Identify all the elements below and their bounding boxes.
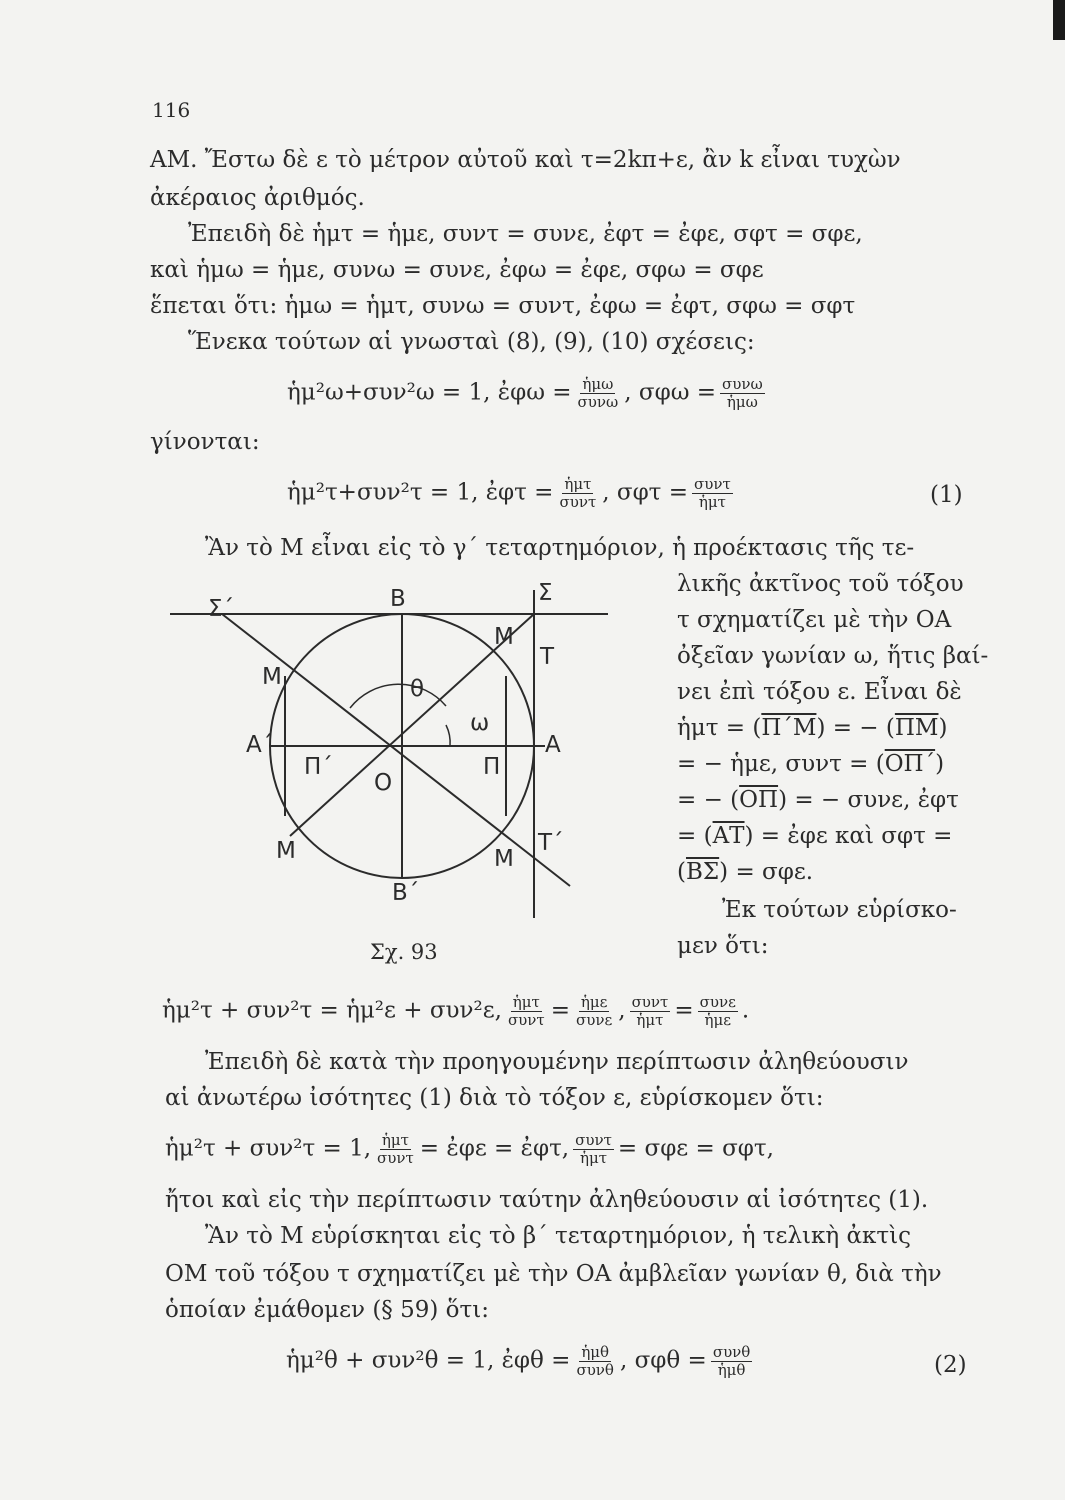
equation-part: ἡμ²τ + συν²τ = 1, — [165, 1135, 372, 1162]
label-t: Τ — [540, 644, 555, 670]
label-b-prime: Β΄ — [392, 880, 420, 906]
equation-part: , — [618, 997, 626, 1024]
label-m-bottom-right: Μ — [494, 846, 514, 872]
segment: $\overline{\Pi M}$ — [894, 715, 939, 741]
fraction-numerator: ἡμε — [580, 993, 608, 1011]
label-m-top-right: Μ — [494, 624, 514, 650]
text-line: νει ἐπὶ τόξου ε. Εἶναι δὲ — [677, 679, 962, 705]
text-part: ) = σφε. — [719, 859, 814, 885]
equation-part: . — [741, 997, 750, 1024]
text-part: ( — [677, 859, 686, 885]
label-m-left: Μ — [262, 664, 282, 690]
text-line: λικῆς ἀκτῖνος τοῦ τόξου — [677, 571, 964, 597]
equation-number: (2) — [934, 1352, 967, 1378]
fraction-numerator: ἡμω — [582, 375, 614, 393]
text-line: Ἐπειδὴ δὲ κατὰ τὴν προηγουμένην περίπτωσιν ἀληθεύουσιν — [205, 1049, 909, 1075]
fraction — [692, 476, 733, 511]
equation-number: (1) — [930, 482, 963, 508]
text-line: γίνονται: — [150, 429, 260, 455]
text-line: Ἕνεκα τούτων αἱ γνωσταὶ (8), (9), (10) σχέσεις: — [188, 329, 755, 355]
fraction-denominator: ἡμτ — [698, 493, 726, 511]
label-sigma-prime: Σ΄ — [208, 596, 235, 622]
text-line — [677, 822, 952, 850]
text-line: ἤτοι καὶ εἰς τὴν περίπτωσιν ταύτην ἀληθεύουσιν αἱ ἰσότητες (1). — [165, 1187, 929, 1213]
fraction-denominator: ἡμε — [704, 1011, 731, 1029]
equation-part: ἡμ²τ+συν²τ = 1, ἐφτ = — [287, 479, 554, 506]
label-a-prime: Α΄ — [246, 732, 274, 758]
text-part: ) — [935, 751, 945, 777]
label-m-bottom-left: Μ — [276, 838, 296, 864]
text-line: καὶ ἡμω = ἡμε, συνω = συνε, ἐφω = ἐφε, σφω = σφε — [150, 257, 764, 283]
equation — [162, 994, 749, 1029]
text-line: ἀκέραιος ἀριθμός. — [150, 185, 365, 211]
fraction — [576, 376, 621, 411]
label-b: Β — [390, 586, 406, 612]
segment: $\overline{\Pi΄M}$ — [761, 715, 817, 741]
equation-part: ἡμ²θ + συν²θ = 1, ἐφθ = — [286, 1347, 571, 1374]
segment: $\overline{O\Pi}$ — [739, 787, 779, 813]
label-omega: ω — [470, 710, 490, 736]
fraction — [375, 1132, 416, 1167]
theta-arc — [350, 684, 446, 708]
text-line — [677, 786, 959, 814]
equation-part: = ἐφε = ἐφτ, — [419, 1135, 570, 1162]
equation-part: = — [550, 997, 570, 1024]
fraction-numerator: συντ — [631, 993, 669, 1011]
text-line: Ἐκ τούτων εὑρίσκο- — [722, 897, 957, 923]
segment: $\overline{AT}$ — [712, 823, 745, 849]
equation-part: , σφω = — [624, 379, 717, 406]
text-line — [677, 714, 947, 742]
fraction — [630, 994, 671, 1029]
label-sigma: Σ — [538, 580, 553, 606]
fraction-numerator: συντ — [693, 475, 731, 493]
equation-part: = — [674, 997, 694, 1024]
figure-caption: Σχ. 93 — [370, 940, 438, 964]
fraction-numerator: ἡμθ — [581, 1343, 610, 1361]
text-line: ὁποίαν ἐμάθομεν (§ 59) ὅτι: — [165, 1297, 489, 1323]
text-line — [677, 858, 813, 886]
label-p: Π — [483, 754, 501, 780]
fraction — [557, 476, 598, 511]
page-number: 116 — [152, 98, 191, 122]
fraction-numerator: συνω — [722, 375, 763, 393]
text-line: ἕπεται ὅτι: ἡμω = ἡμτ, συνω = συντ, ἐφω = ἐφτ, σφω = σφτ — [150, 293, 856, 319]
figure-93 — [150, 570, 670, 970]
label-t-prime: Τ΄ — [538, 830, 564, 856]
text-part: ἡμτ = ( — [677, 715, 762, 741]
fraction-numerator: συνθ — [712, 1343, 751, 1361]
fraction — [574, 994, 614, 1029]
fraction-numerator: ἡμτ — [564, 475, 592, 493]
fraction — [574, 1344, 616, 1379]
label-a: Α — [545, 732, 561, 758]
text-line: ΟΜ τοῦ τόξου τ σχηματίζει μὲ τὴν ΟΑ ἀμβλεῖαν γωνίαν θ, διὰ τὴν — [165, 1261, 942, 1287]
fraction-numerator: ἡμτ — [512, 993, 540, 1011]
label-theta: θ — [410, 676, 425, 702]
text-line: ΑΜ. Ἔστω δὲ ε τὸ μέτρον αὐτοῦ καὶ τ=2kπ+ε, ἂν k εἶναι τυχὼν — [150, 147, 901, 173]
text-line: Ἐπειδὴ δὲ ἡμτ = ἡμε, συντ = συνε, ἐφτ = ἐφε, σφτ = σφε, — [188, 221, 863, 247]
equation-part: ἡμ²ω+συν²ω = 1, ἐφω = — [287, 379, 572, 406]
fraction-numerator: συντ — [575, 1131, 612, 1149]
text-line: μεν ὅτι: — [677, 933, 769, 959]
fraction — [698, 994, 738, 1029]
equation-part: ἡμ²τ + συν²τ = ἡμ²ε + συν²ε, — [162, 997, 502, 1024]
fraction-numerator: συνε — [699, 993, 736, 1011]
label-p-prime: Π΄ — [304, 754, 333, 780]
fraction-numerator: ἡμτ — [381, 1131, 409, 1149]
text-line: τ σχηματίζει μὲ τὴν ΟΑ — [677, 607, 952, 633]
equation — [165, 1132, 774, 1167]
segment: $\overline{B\Sigma}$ — [685, 859, 720, 885]
equation — [287, 476, 737, 511]
fraction-denominator: ἡμθ — [717, 1361, 746, 1379]
label-o: Ο — [374, 770, 393, 796]
text-part: = ( — [677, 823, 713, 849]
fraction-denominator: συντ — [377, 1149, 414, 1167]
fraction — [573, 1132, 614, 1167]
fraction-denominator: ἡμω — [726, 393, 758, 411]
text-line — [677, 750, 944, 778]
fraction — [720, 376, 765, 411]
segment: $\overline{O\Pi΄}$ — [884, 751, 936, 777]
text-line: Ἂν τὸ Μ εἶναι εἰς τὸ γ΄ τεταρτημόριον, ἡ προέκτασις τῆς τε- — [205, 535, 915, 561]
omega-arc — [446, 725, 450, 746]
text-part: = − ἡμε, συντ = ( — [677, 751, 885, 777]
equation-part: , σφτ = — [602, 479, 688, 506]
fraction-denominator: συνθ — [576, 1361, 614, 1379]
fraction — [506, 994, 547, 1029]
text-part: ) — [938, 715, 948, 741]
equation — [287, 376, 769, 411]
equation-part: = σφε = σφτ, — [617, 1135, 774, 1162]
text-part: ) = − συνε, ἐφτ — [778, 787, 959, 813]
page-edge-shadow — [1053, 0, 1065, 40]
line-sigma-prime-through-o — [222, 614, 570, 886]
text-line: ὀξεῖαν γωνίαν ω, ἥτις βαί- — [677, 643, 989, 669]
text-part: ) = ἐφε καὶ σφτ = — [744, 823, 953, 849]
fraction-denominator: συνε — [576, 1011, 613, 1029]
fraction-denominator: ἡμτ — [579, 1149, 608, 1167]
text-line: αἱ ἀνωτέρω ἰσότητες (1) διὰ τὸ τόξον ε, εὑρίσκομεν ὅτι: — [165, 1085, 824, 1111]
text-part: = − ( — [677, 787, 740, 813]
fraction-denominator: συντ — [559, 493, 597, 511]
fraction-denominator: συντ — [507, 1011, 545, 1029]
fraction — [711, 1344, 753, 1379]
fraction-denominator: ἡμτ — [636, 1011, 664, 1029]
equation — [286, 1344, 756, 1379]
equation-part: , σφθ = — [619, 1347, 707, 1374]
fraction-denominator: συνω — [577, 393, 619, 411]
text-part: ) = − ( — [816, 715, 895, 741]
text-line: Ἂν τὸ Μ εὑρίσκηται εἰς τὸ β΄ τεταρτημόριον, ἡ τελικὴ ἀκτὶς — [205, 1223, 912, 1249]
